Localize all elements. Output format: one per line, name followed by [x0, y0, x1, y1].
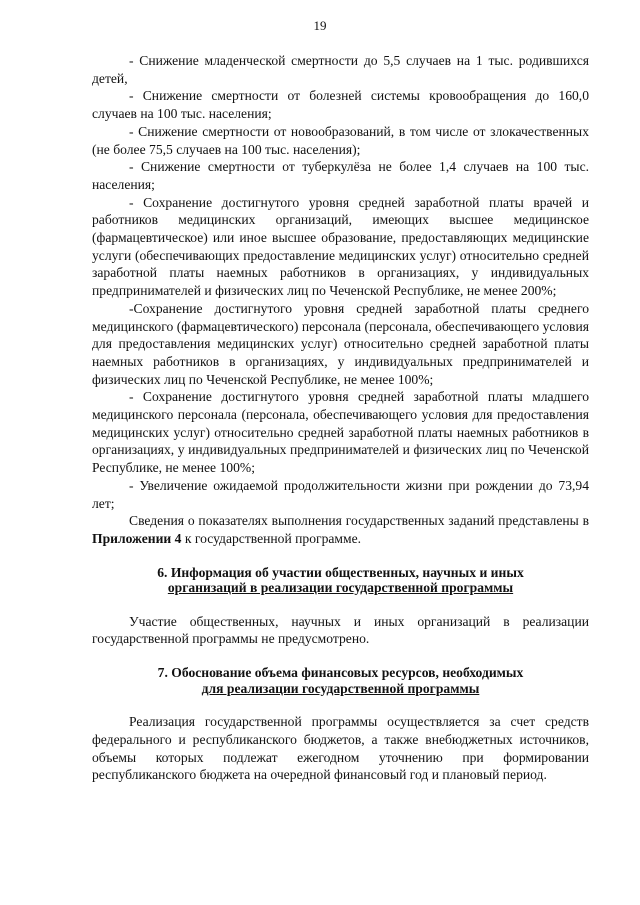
target-item-circulatory-mortality: - Снижение смертности от болезней системы кровообращения до 160,0 случаев на 100 тыс. населения; [92, 88, 589, 122]
target-item-tuberculosis-mortality: - Снижение смертности от туберкулёза не более 1,4 случаев на 100 тыс. населения; [92, 159, 589, 192]
target-item-doctors-salary: - Сохранение достигнутого уровня средней заработной платы врачей и работников медицинских организаций, имеющих высшее медицинское (фармацевтическое) или иное высшее образование, предоставляющих медицинские услуги (обеспечивающих предоставление медицинских услуг) относительно средней заработной платы наемных работников в организациях, у индивидуальных предпринимателей и физических лиц по Чеченской Республике, не менее 200%; [92, 194, 589, 299]
section-6-title-line-2: организаций в реализации государственной программы [167, 580, 514, 596]
section-7-title-line-2: для реализации государственной программы [201, 680, 480, 696]
section-6-text: Участие общественных, научных и иных организаций в реализации государственной программы не предусмотрено. [92, 613, 589, 647]
section-7-text: Реализация государственной программы осуществляется за счет средств федерального и республиканского бюджетов, а также внебюджетных источников, объемы которых подлежат ежегодном уточнению при формировании республиканского бюджета на очередной финансовый год и плановый период. [92, 714, 589, 783]
section-7-heading [92, 665, 589, 696]
target-item-junior-staff-salary: - Сохранение достигнутого уровня средней заработной платы младшего медицинского персонала (персонала, обеспечивающего условия для предоставления медицинских услуг) относительно средней заработной платы наемных работников в организациях, у индивидуальных предпринимателей и физических лиц по Чеченской Республике, не менее 100%; [92, 389, 589, 476]
target-item-infant-mortality: - Снижение младенческой смертности до 5,5 случаев на 1 тыс. родившихся детей, [92, 53, 589, 86]
appendix-reference: Приложении 4 [92, 530, 182, 546]
document-body [92, 52, 589, 784]
appendix-text-before: Сведения о показателях выполнения государственных заданий представлены в [129, 513, 589, 529]
appendix-reference-paragraph [92, 512, 589, 547]
section-6-title-line-1: 6. Информация об участии общественных, научных и иных [157, 564, 524, 580]
target-item-neoplasm-mortality: - Снижение смертности от новообразований, в том числе от злокачественных (не более 75,5 случаев на 100 тыс. населения); [92, 123, 589, 157]
appendix-text-after: к государственной программе. [181, 530, 362, 546]
page-number: 19 [313, 18, 327, 33]
target-item-nurses-salary: -Сохранение достигнутого уровня средней заработной платы среднего медицинского (фармацевтического) персонала (персонала, обеспечивающего условия для предоставления медицинских услуг) относительно средней заработной платы наемных работников в организациях, у индивидуальных предпринимателей и физических лиц по Чеченской Республике, не менее 100%; [92, 300, 589, 387]
target-item-life-expectancy: - Увеличение ожидаемой продолжительности жизни при рождении до 73,94 лет; [92, 477, 589, 511]
section-6-heading [92, 565, 589, 596]
section-7-title-line-1: 7. Обоснование объема финансовых ресурсов, необходимых [157, 665, 524, 681]
